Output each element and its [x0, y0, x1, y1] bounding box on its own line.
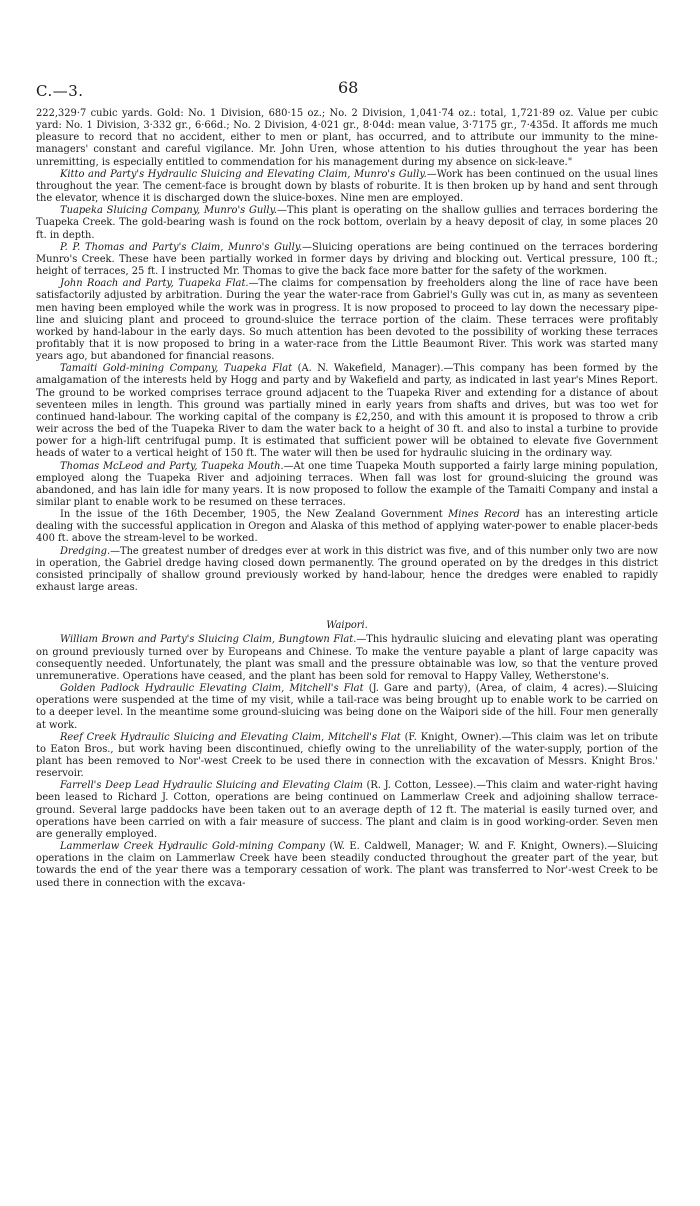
paragraph-text: has an interesting article dealing with the successful application in Oregon and Alaska of this method of applying water-power to enable placer-beds 400 ft. above the stream-level to be worked. [36, 509, 658, 545]
paragraph-text: (W. E. Caldwell, Manager; W. and F. Knight, Owners).—Sluicing operations in the claim on Lammerlaw Creek have been steadily conducted throughout the greater part of the year, but towards the end of the year there was a temporary cessation of work. The plant was transferred to Nor'-west Creek to be used there in connection with the excava- [36, 841, 658, 889]
document-reference: C.—3. [36, 82, 84, 100]
paragraph-text: 222,329·7 cubic yards. Gold: No. 1 Division, 680·15 oz.; No. 2 Division, 1,041·74 oz.: total, 1,721·89 oz. Value per cubic yard: No. 1 Division, 3·332 gr., 6·66d.; No. 2 Division, 4·021 gr., 8·04d: mean value, 3·7175 gr., 7·435d. It affords me much pleasure to record that no accident, either to men or plant, has occurred, and to attribute our immunity to the mine-managers' constant and careful vigilance. Mr. John Uren, whose attention to his duties throughout the year has been unremitting, is especially entitled to commendation for his management during my absence on sick-leave." [36, 108, 658, 168]
entry-title: Golden Padlock Hydraulic Elevating Claim, Mitchell's Flat [60, 683, 364, 695]
entry-title: Tuapeka Sluicing Company, Munro's Gully. [60, 205, 277, 217]
paragraph-text: —The greatest number of dredges ever at work in this district was five, and of this number only two are now in operation, the Gabriel dredge having closed down permanently. The ground operated on by the dredges in this district consisted principally of shallow ground previously worked by hand-labour, hence the dredges were enabled to rapidly exhaust large areas. [36, 545, 658, 594]
section-heading-waipori: Waipori. [326, 620, 368, 632]
entry-title: P. P. Thomas and Party's Claim, Munro's Gully. [60, 241, 303, 253]
paragraph-thomas-claim [36, 242, 658, 278]
paragraph-mcleod-party [36, 461, 658, 510]
entry-title: John Roach and Party, Tuapeka Flat. [60, 278, 249, 290]
paragraph-text: (R. J. Cotton, Lessee).—This claim and water-right having been leased to Richard J. Cotton, operations are being continued on Lammerlaw Creek and adjoining shallow terrace-ground. Several large paddocks have been taken out to an average depth of 12 ft. The material is easily turned over, and operations have been carried on with a fair measure of success. The plant and claim is in good working-order. Seven men are generally employed. [36, 780, 658, 840]
paragraph-text: —Sluicing operations are being continued on the terraces bordering Munro's Creek. These have been partially worked in former days by driving and blocking out. Vertical pressure, 100 ft.; height of terraces, 25 ft. I instructed Mr. Thomas to give the back face more batter for the safety of the workmen. [36, 241, 659, 278]
paragraph-text: In the issue of the 16th December, 1905, the New Zealand Government [60, 509, 449, 521]
paragraph-reef-creek [36, 732, 658, 781]
entry-title: Dredging. [60, 545, 111, 557]
paragraph-brown-party [36, 634, 658, 683]
paragraph-text: —This plant is operating on the shallow gullies and terraces bordering the Tuapeka Creek. The gold-bearing wash is found on the rock bottom, overlain by a heavy deposit of clay, in some places 20 ft. in depth. [36, 205, 658, 241]
entry-title: Reef Creek Hydraulic Sluicing and Elevating Claim, Mitchell's Flat [60, 731, 401, 743]
entry-title: Lammerlaw Creek Hydraulic Gold-mining Company [60, 841, 325, 853]
entry-title: Kitto and Party's Hydraulic Sluicing and Elevating Claim, Munro's Gully. [60, 168, 427, 180]
publication-title: Mines Record [448, 509, 520, 521]
entry-title: William Brown and Party's Sluicing Claim, Bungtown Flat. [60, 634, 357, 646]
paragraph-text: —Work has been continued on the usual lines throughout the year. The cement-face is brought down by blasts of roburite. It is then broken up by hand and sent through the elevator, whence it is discharged down the sluice-boxes. Nine men are employed. [36, 168, 658, 205]
paragraph-text: —At one time Tuapeka Mouth supported a fairly large mining population, employed along the Tuapeka River and adjoining terraces. When fall was lost for ground-sluicing the ground was abandoned, and has lain idle for many years. It is now proposed to follow the example of the Tamaiti Company and instal a similar plant to enable work to be resumed on these terraces. [36, 460, 658, 508]
page-number: 68 [338, 78, 359, 97]
paragraph-text: (F. Knight, Owner).—This claim was let on tribute to Eaton Bros., but work having been discontinued, chiefly owing to the unreliability of the water-supply, portion of the plant has been removed to Nor'-west Creek to be used there in connection with the excavation of Messrs. Knight Bros.' reservoir. [36, 731, 658, 780]
entry-title: Farrell's Deep Lead Hydraulic Sluicing and Elevating Claim [60, 780, 363, 792]
entry-title: Thomas McLeod and Party, Tuapeka Mouth. [60, 460, 284, 472]
paragraph-golden-padlock [36, 683, 658, 732]
paragraph-dredging [36, 546, 658, 595]
paragraph-tamaiti-company [36, 363, 658, 460]
entry-title: Tamaiti Gold-mining Company, Tuapeka Flat [60, 363, 293, 375]
paragraph-text: —The claims for compensation by freeholders along the line of race have been satisfactorily adjusted by arbitration. During the year the water-race from Gabriel's Gully was cut in, as many as seventeen men having been employed while the work was in progress. It is now proposed to proceed to lay down the necessary pipe-line and sluicing plant and proceed to ground-sluice the terrace portion of the claim. These terraces were profitably worked by hand-labour in the early days. So much attention has been devoted to the possibility of working these terraces profitably that it is now proposed to bring in a water-race from the Little Beaumont River. This work was started many years ago, but abandoned for financial reasons. [36, 278, 658, 363]
paragraph-text: (A. N. Wakefield, Manager).—This company has been formed by the amalgamation of the interests held by Hogg and party and by Wakefield and party, as indicated in last year's Mines Report. The ground to be worked comprises terrace ground adjacent to the Tuapeka River and extending for a distance of about seventeen miles in length. This ground was partially mined in early years from shafts and drives, but was too wet for continued hand-labour. The working capital of the company is £2,250, and with this amount it is proposed to throw a crib weir across the bed of the Tuapeka River to dam the water back to a height of 30 ft. and also to instal a turbine to provide power for a high-lift centrifugal pump. It is estimated that sufficient power will be obtained to elevate five Government heads of water to a vertical height of 150 ft. The water will then be used for hydraulic sluicing in the ordinary way. [36, 363, 658, 460]
paragraph-roach-party [36, 278, 658, 363]
paragraph-lammerlaw-creek [36, 841, 658, 890]
paragraph-mines-record [36, 509, 658, 545]
paragraph-text: —This hydraulic sluicing and elevating plant was operating on ground previously turned over by Europeans and Chinese. To make the venture payable a plant of large capacity was consequently needed. Unfortunately, the plant was small and the pressure obtainable was low, so that the venture proved unremunerative. Operations have ceased, and the plant has been sold for removal to Happy Valley, Wetherstone's. [36, 634, 658, 682]
paragraph-tuapeka-sluicing [36, 205, 658, 241]
paragraph-text: (J. Gare and party), (Area, of claim, 4 acres).—Sluicing operations were suspended at the time of my visit, while a tail-race was being brought up to enable work to be carried on to a deeper level. In the meantime some ground-sluicing was being done on the Waipori side of the hill. Four men generally at work. [36, 683, 659, 731]
body-text [36, 108, 658, 890]
paragraph-continuation [36, 108, 658, 169]
paragraph-kitto-claim [36, 169, 658, 205]
paragraph-farrell-deep-lead [36, 780, 658, 841]
